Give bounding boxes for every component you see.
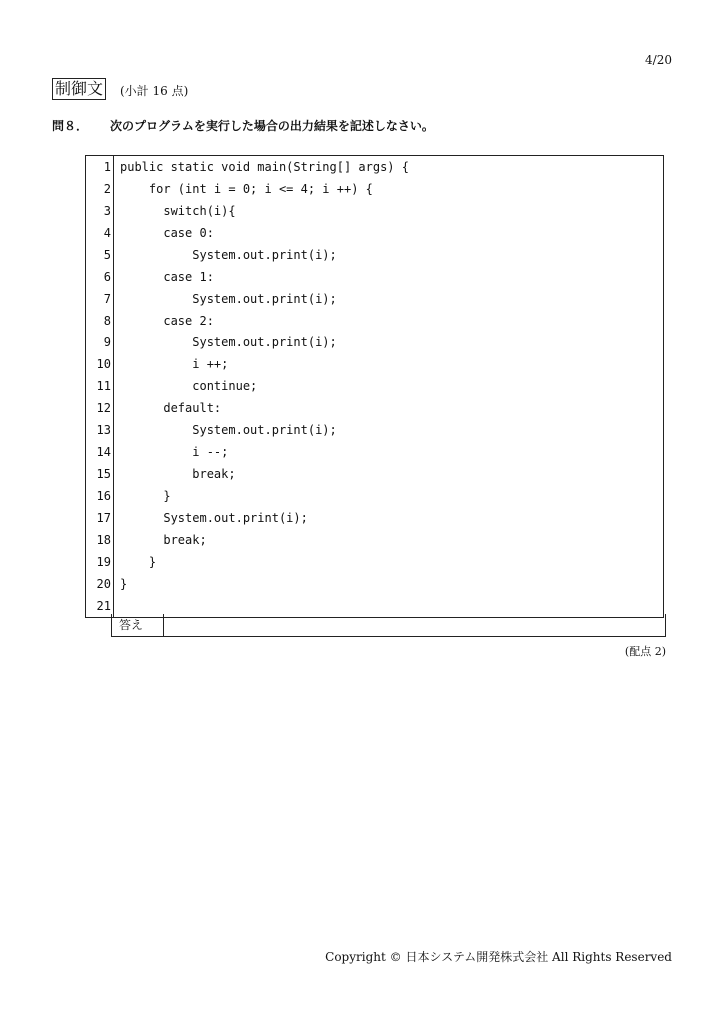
- line-number: 9: [86, 332, 114, 354]
- code-text: System.out.print(i);: [120, 510, 308, 525]
- code-text: break;: [120, 467, 236, 482]
- line-number: 8: [86, 310, 114, 332]
- line-number: 11: [86, 375, 114, 397]
- code-line: [86, 375, 664, 397]
- line-number: 7: [86, 288, 114, 310]
- code-line: [86, 463, 664, 485]
- line-number: 10: [86, 353, 114, 375]
- code-line: [86, 266, 664, 288]
- line-number: 6: [86, 266, 114, 288]
- footer-copyright: Copyright © 日本システム開発株式会社 All Rights Reserved: [325, 950, 672, 964]
- code-line: [86, 244, 664, 266]
- line-number: 5: [86, 244, 114, 266]
- line-number: 16: [86, 485, 114, 507]
- code-line: [86, 507, 664, 529]
- code-text: public static void main(String[] args) {: [120, 159, 409, 174]
- code-text: System.out.print(i);: [120, 291, 337, 306]
- code-line: [86, 441, 664, 463]
- code-line: [86, 310, 664, 332]
- code-line: [86, 573, 664, 595]
- question-number: 問８．: [52, 119, 89, 133]
- code-line: [86, 353, 664, 375]
- code-line: [86, 529, 664, 551]
- code-text: System.out.print(i);: [120, 423, 337, 438]
- code-text: break;: [120, 532, 207, 547]
- answer-row: [111, 614, 666, 637]
- line-number: 19: [86, 551, 114, 573]
- line-number: 14: [86, 441, 114, 463]
- line-number: 15: [86, 463, 114, 485]
- code-line: [86, 485, 664, 507]
- question: [52, 117, 434, 134]
- code-text: i --;: [120, 445, 229, 460]
- code-text: continue;: [120, 379, 258, 394]
- code-line: [86, 288, 664, 310]
- code-text: System.out.print(i);: [120, 247, 337, 262]
- code-listing: [85, 155, 664, 618]
- section-subtotal: (小計 16 点): [120, 84, 189, 98]
- code-line: [86, 419, 664, 441]
- code-text: case 1:: [120, 269, 214, 284]
- page-number: 4/20: [645, 53, 672, 67]
- code-line: [86, 332, 664, 354]
- answer-field[interactable]: [164, 614, 665, 636]
- line-number: 17: [86, 507, 114, 529]
- code-text: case 0:: [120, 225, 214, 240]
- line-number: 21: [86, 595, 114, 617]
- code-line: [86, 397, 664, 419]
- code-text: }: [120, 554, 157, 569]
- code-line: [86, 178, 664, 200]
- line-number: 20: [86, 573, 114, 595]
- code-text: switch(i){: [120, 203, 236, 218]
- code-line: [86, 156, 664, 178]
- points: (配点 2): [624, 645, 666, 658]
- code-text: i ++;: [120, 357, 229, 372]
- code-text: default:: [120, 401, 222, 416]
- code-text: System.out.print(i);: [120, 335, 337, 350]
- line-number: 1: [86, 156, 114, 178]
- line-number: 3: [86, 200, 114, 222]
- code-text: }: [120, 576, 128, 591]
- code-text: }: [120, 489, 171, 504]
- code-line: [86, 222, 664, 244]
- section-title: 制御文: [52, 78, 106, 100]
- line-number: 4: [86, 222, 114, 244]
- line-number: 13: [86, 419, 114, 441]
- line-number: 2: [86, 178, 114, 200]
- line-number: 18: [86, 529, 114, 551]
- code-line: [86, 551, 664, 573]
- answer-label: 答え: [112, 614, 164, 636]
- line-number: 12: [86, 397, 114, 419]
- code-text: for (int i = 0; i <= 4; i ++) {: [120, 181, 373, 196]
- code-line: [86, 200, 664, 222]
- question-text: 次のプログラムを実行した場合の出力結果を記述しなさい。: [110, 119, 434, 133]
- code-text: case 2:: [120, 313, 214, 328]
